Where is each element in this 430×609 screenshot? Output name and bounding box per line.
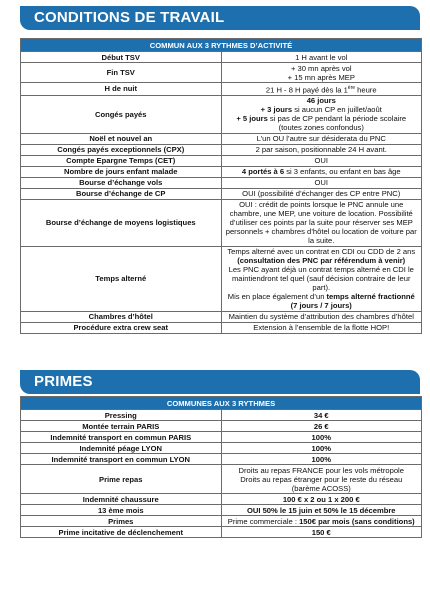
- value-line: Droits au repas FRANCE pour les vols métropole: [238, 465, 404, 475]
- table-row: [21, 199, 422, 246]
- row-label: Fin TSV: [21, 63, 222, 83]
- value-bold: + 5 jours: [236, 114, 268, 124]
- value-line: (7 jours / 7 jours): [290, 301, 352, 311]
- row-value: 1 H avant le vol: [221, 52, 422, 63]
- table-row: [21, 494, 422, 505]
- row-label: Pressing: [21, 410, 222, 421]
- value-text: Prime commerciale :: [227, 516, 300, 526]
- row-value: [221, 83, 422, 96]
- table-row: [21, 155, 422, 166]
- section-title-conditions: CONDITIONS DE TRAVAIL: [20, 6, 420, 30]
- row-label: Primes: [21, 516, 222, 527]
- row-label: Prime repas: [21, 465, 222, 494]
- row-value: 26 €: [221, 421, 422, 432]
- row-value: OUI: [221, 155, 422, 166]
- row-value: [221, 246, 422, 311]
- row-value: Extension à l’ensemble de la flotte HOP!: [221, 322, 422, 333]
- table-row: [21, 505, 422, 516]
- row-value: 100%: [221, 443, 422, 454]
- table-row: [21, 410, 422, 421]
- row-value: [221, 95, 422, 133]
- table-row: [21, 133, 422, 144]
- row-value: [221, 465, 422, 494]
- row-label: Bourse d’échange de CP: [21, 188, 222, 199]
- table-row: [21, 166, 422, 177]
- value-line: + 15 mn après MEP: [287, 72, 355, 82]
- row-label: 13 ème mois: [21, 505, 222, 516]
- table-row: [21, 516, 422, 527]
- row-value: Maintien du système d’attribution des chambres d’hôtel: [221, 311, 422, 322]
- table-row: [21, 527, 422, 538]
- row-label: Indemnité transport en commun PARIS: [21, 432, 222, 443]
- value-bold: temps alterné fractionné: [326, 292, 415, 302]
- table-row: [21, 443, 422, 454]
- table-row: [21, 188, 422, 199]
- value-bold: + 3 jours: [260, 105, 293, 115]
- value-sup: ère: [347, 84, 356, 91]
- row-value: [221, 63, 422, 83]
- row-label: Temps alterné: [21, 246, 222, 311]
- table-row: [21, 465, 422, 494]
- value-bold: 4 portés à 6: [241, 167, 285, 177]
- table-row: [21, 246, 422, 311]
- row-value: OUI: [221, 177, 422, 188]
- row-value: [221, 166, 422, 177]
- value-line: (barème ACOSS): [291, 483, 351, 493]
- row-value: OUI : crédit de points lorsque le PNC annule une chambre, une MEP, une voiture de location. Possibilité d’utiliser ces points par la suite pour réserver ses MEP personnels + chambres d’hôtel ou location de voiture par la suite.: [221, 199, 422, 246]
- table-row: [21, 432, 422, 443]
- value-text: si aucun CP en juillet/août: [292, 105, 382, 115]
- table-row: [21, 177, 422, 188]
- table-row: [21, 83, 422, 96]
- row-value: OUI 50% le 15 juin et 50% le 15 décembre: [221, 505, 422, 516]
- row-label: Nombre de jours enfant malade: [21, 166, 222, 177]
- table-row: [21, 322, 422, 333]
- row-value: 34 €: [221, 410, 422, 421]
- row-label: Congés payés exceptionnels (CPX): [21, 144, 222, 155]
- value-text: 21 H - 8 H payé dès la 1: [265, 85, 348, 95]
- value-line: Temps alterné avec un contrat en CDI ou CDD de 2 ans: [227, 247, 416, 257]
- table-row: [21, 63, 422, 83]
- value-line: 46 jours: [306, 96, 336, 106]
- value-line: + 30 mn après vol: [290, 63, 352, 73]
- row-label: Indemnité chaussure: [21, 494, 222, 505]
- value-line: Les PNC ayant déjà un contrat temps alterné en CDI le maintiendront tel quel (sauf décision contraire de leur part).: [228, 265, 414, 293]
- row-label: Procédure extra crew seat: [21, 322, 222, 333]
- row-label: Début TSV: [21, 52, 222, 63]
- value-text: heure: [355, 85, 377, 95]
- table-row: [21, 421, 422, 432]
- row-value: 100 € x 2 ou 1 x 200 €: [221, 494, 422, 505]
- row-label: Noël et nouvel an: [21, 133, 222, 144]
- row-label: Bourse d’échange de moyens logistiques: [21, 199, 222, 246]
- row-value: L’un OU l’autre sur désiderata du PNC: [221, 133, 422, 144]
- value-text: si pas de CP pendant la période scolaire: [267, 114, 407, 124]
- row-label: Congés payés: [21, 95, 222, 133]
- row-value: 100%: [221, 454, 422, 465]
- row-label: Chambres d’hôtel: [21, 311, 222, 322]
- value-bold: 150€ par mois (sans conditions): [299, 516, 415, 526]
- row-label: Indemnité péage LYON: [21, 443, 222, 454]
- row-value: 2 par saison, positionnable 24 H avant.: [221, 144, 422, 155]
- table-header: COMMUN AUX 3 RYTHMES D’ACTIVITÉ: [21, 39, 422, 52]
- table-row: [21, 52, 422, 63]
- row-value: 150 €: [221, 527, 422, 538]
- row-value: OUI (possibilité d’échanger des CP entre PNC): [221, 188, 422, 199]
- table-header: COMMUNES AUX 3 RYTHMES: [21, 397, 422, 410]
- table-row: [21, 454, 422, 465]
- row-value: 100%: [221, 432, 422, 443]
- table-row: [21, 95, 422, 133]
- value-text: Mis en place également d’un: [227, 292, 327, 302]
- value-line: (consultation des PNC par référendum à venir): [237, 256, 406, 266]
- row-label: Indemnité transport en commun LYON: [21, 454, 222, 465]
- value-text: si 3 enfants, ou enfant en bas âge: [284, 167, 401, 177]
- conditions-table: [20, 38, 422, 334]
- row-label: Compte Epargne Temps (CET): [21, 155, 222, 166]
- value-line: Droits au repas étranger pour le reste du réseau: [240, 474, 403, 484]
- row-label: Prime incitative de déclenchement: [21, 527, 222, 538]
- row-label: H de nuit: [21, 83, 222, 96]
- row-value: [221, 516, 422, 527]
- primes-table: [20, 396, 422, 538]
- section-title-primes: PRIMES: [20, 370, 420, 394]
- table-row: [21, 144, 422, 155]
- value-line: (toutes zones confondus): [278, 123, 364, 133]
- row-label: Montée terrain PARIS: [21, 421, 222, 432]
- row-label: Bourse d’échange vols: [21, 177, 222, 188]
- table-row: [21, 311, 422, 322]
